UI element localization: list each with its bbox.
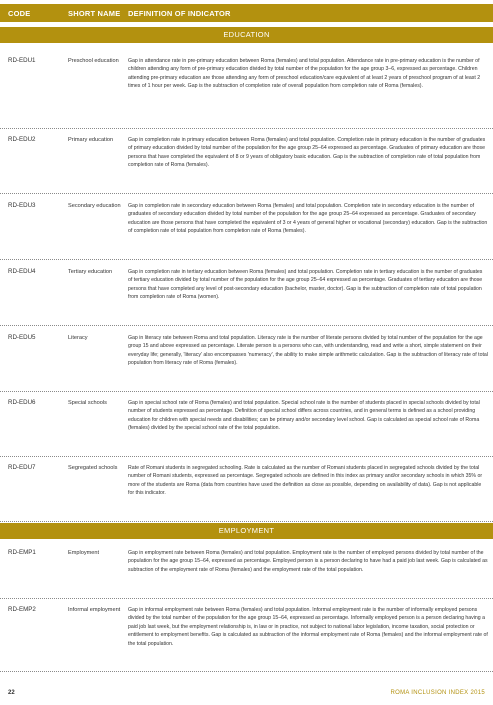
row-short-name: Primary education [68, 137, 114, 143]
row-short-name: Informal employment [68, 607, 121, 613]
row-definition: Gap in attendance rate in pre-primary education between Roma (females) and total population. Attendance rate in pre-primary education is the number of children attending any form of pre-primary education divided by total number of the population for the age group 3–6, expressed as percentage. Children attending pre-primary education are those attending any form of preschool education/care equivalent of at least 2 years of preschool program of at least 2 times of 1 hour per week. Gap is the subtraction of completion rate of overall population from completion rate of Roma (females). [128, 58, 481, 90]
table-row [0, 549, 493, 599]
footer-title: ROMA INCLUSION INDEX 2015 [390, 690, 485, 696]
section-education: EDUCATION [0, 27, 493, 43]
row-short-name: Secondary education [68, 203, 121, 209]
table-row [0, 202, 493, 260]
page-number: 22 [8, 690, 15, 696]
row-code: RD-EDU1 [8, 57, 36, 64]
table-row [0, 57, 493, 129]
table-row [0, 334, 493, 392]
section-employment: EMPLOYMENT [0, 523, 493, 539]
row-definition: Gap in special school rate of Roma (females) and total population. Special school rate is the number of students placed in special schools divided by total number of students expressed as percentage. Definition of special school differs across countries, and in general terms is defined as a school providing education for children with special needs and disabilities; can be primary and/or secondary level school. Gap is calculated as special school rate of Roma (females) divided by the special school rate of the total population. [128, 400, 480, 432]
table-row [0, 136, 493, 194]
row-code: RD-EDU5 [8, 334, 36, 341]
row-code: RD-EDU4 [8, 268, 36, 275]
table-row [0, 464, 493, 522]
row-definition: Gap in completion rate in secondary education between Roma (females) and total population. Completion rate in secondary education is the number of graduates of secondary education divided by total number of the population for the age group 25–64 expressed as percentage. Graduates of secondary education are those persons that have completed the equivalent of 3 or 4 years of general higher or vocational (secondary) education. Gap is the subtraction of completion rate of total population from completion rate of Roma (females). [128, 203, 488, 235]
table-header [0, 4, 493, 22]
row-short-name: Preschool education [68, 58, 119, 64]
row-code: RD-EDU2 [8, 136, 36, 143]
table-row [0, 399, 493, 457]
row-definition: Gap in employment rate between Roma (females) and total population. Employment rate is the number of employed persons divided by total number of the population for the age group 15–64, expressed as percentage. Employed person is a person declaring to have had a paid job last week. Gap is calculated as subtraction of the employment rate of Roma (females) and the employment rate of the total population. [128, 550, 488, 573]
row-definition: Rate of Romani students in segregated schooling. Rate is calculated as the number of Romani students placed in segregated schools divided by the total number of Romani students, expressed as percentage. Segregated schools are defined in this index as primary and/or secondary schools in which 35% or more of the students are Roma (data from countries have used the definition as close as possible, depending on availability of data). Gap is not applicable for this indicator. [128, 465, 483, 497]
header-definition: DEFINITION OF INDICATOR [128, 9, 231, 18]
row-definition: Gap in literacy rate between Roma and total population. Literacy rate is the number of literate persons divided by total number of the population for the age group 15 and above expressed as percentage. Literate person is a persons who can, with understanding, read and write a short, simple statement on their everyday life; generally, 'literacy' also encompasses 'numeracy', the ability to make simple arithmetic calculation. Gap is the subtraction of literacy rate of total population from literacy rate of Roma (females). [128, 335, 488, 367]
row-definition: Gap in informal employment rate between Roma (females) and total population. Informal employment rate is the number of informally employed persons divided by the total number of the population for the age group 15–64, expressed as percentage. Informally employed person is a person declaring having a paid job last week, but the employment relationship is, in law or in practice, not subject to national labor legislation, income taxation, social protection or entitlement to employment benefits. Gap is calculated as subtraction of the informal employment rate of Roma (females) and the informal employment rate of the total population. [128, 607, 488, 647]
row-code: RD-EDU3 [8, 202, 36, 209]
row-short-name: Literacy [68, 335, 88, 341]
table-row [0, 606, 493, 672]
row-short-name: Employment [68, 550, 100, 556]
row-code: RD-EDU7 [8, 464, 36, 471]
row-short-name: Special schools [68, 400, 107, 406]
row-definition: Gap in completion rate in tertiary education between Roma (females) and total population. Completion rate in tertiary education is the number of graduates of tertiary education divided by total number of the population for the age group 25–64 expressed as percentage. Graduates of tertiary education are those persons that have completed any level of post-secondary education (bachelor, master, doctor). Gap is the subtraction of completion rate of total population from completion rate of Roma (women). [128, 269, 483, 301]
row-definition: Gap in completion rate in primary education between Roma (females) and total population. Completion rate in primary education is the number of graduates of primary education divided by total number of the population for the age group 25–64 expressed as percentage. Graduates of primary education are those persons that have completed the equivalent of 8 or 9 years of obligatory basic education. Gap is the subtraction of completion rate of total population from completion rate of Roma (females). [128, 137, 486, 169]
header-short-name: SHORT NAME [68, 9, 121, 18]
row-code: RD-EDU6 [8, 399, 36, 406]
row-short-name: Segregated schools [68, 465, 118, 471]
row-code: RD-EMP1 [8, 549, 36, 556]
table-row [0, 268, 493, 326]
row-code: RD-EMP2 [8, 606, 36, 613]
row-short-name: Tertiary education [68, 269, 113, 275]
header-code: CODE [8, 9, 31, 18]
